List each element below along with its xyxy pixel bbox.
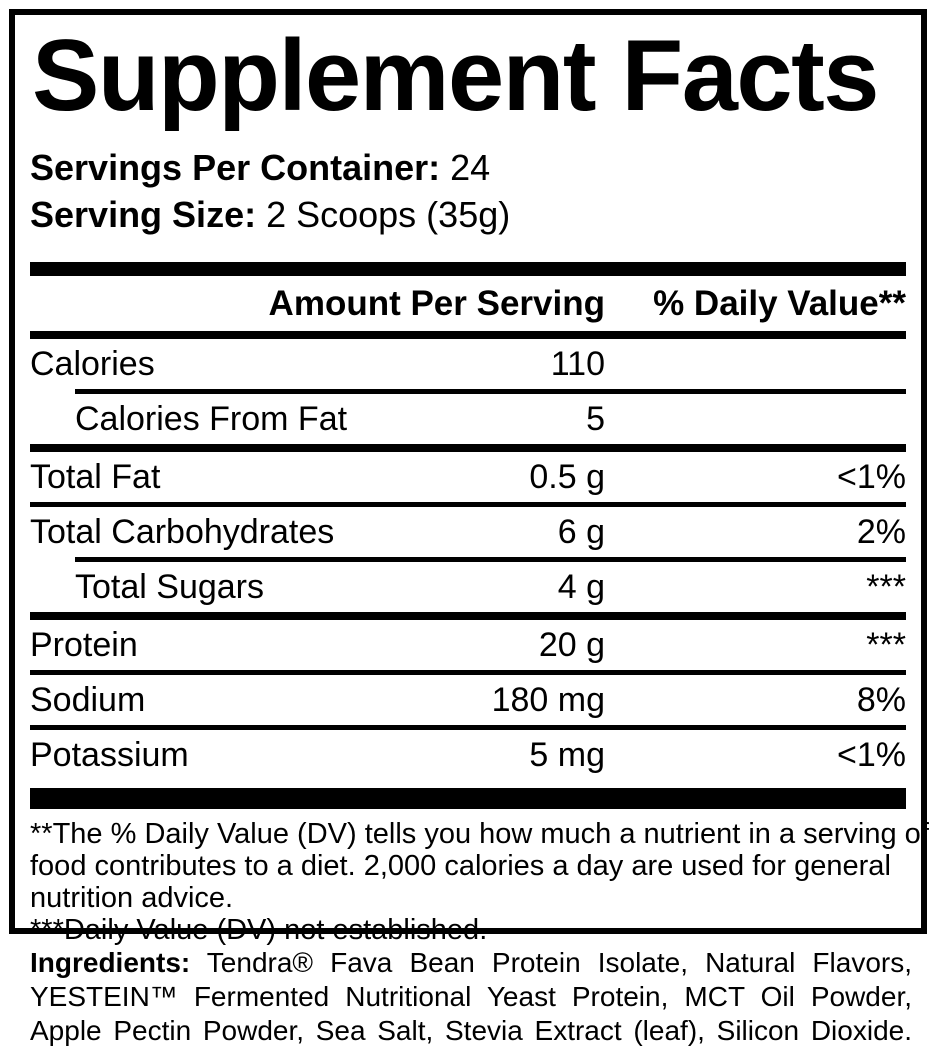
footnotes [30, 818, 929, 947]
ingredients-text: Tendra® Fava Bean Protein Isolate, Natural Flavors, [190, 947, 912, 978]
table-row-sodium [30, 675, 906, 725]
nutrient-name: Sodium [30, 680, 146, 719]
table-row-calories-from-fat [30, 394, 906, 444]
ingredients-line [30, 946, 912, 980]
nutrient-amount: 20 g [538, 625, 605, 664]
nutrient-amount: 180 mg [491, 680, 605, 719]
table-header-row [30, 276, 906, 331]
table-row-total-carbohydrates [30, 507, 906, 557]
table-row-total-fat [30, 452, 906, 502]
nutrient-amount: 4 g [557, 567, 605, 606]
nutrient-name: Total Sugars [75, 567, 264, 606]
daily-value-footnote-line: food contributes to a diet. 2,000 calories a day are used for general [30, 850, 891, 883]
row-rule [30, 612, 906, 620]
nutrient-name: Total Fat [30, 457, 161, 496]
ingredients-text: Apple Pectin Powder, Sea Salt, Stevia Extract (leaf), Silicon Dioxide. [30, 1015, 912, 1046]
ingredients-text: YESTEIN™ Fermented Nutritional Yeast Protein, MCT Oil Powder, [30, 981, 912, 1012]
column-header-daily-value: % Daily Value** [653, 283, 906, 323]
ingredients-line [30, 1014, 912, 1048]
nutrient-name: Calories [30, 344, 155, 383]
bottom-divider-bar [30, 788, 906, 809]
servings-per-container [30, 144, 906, 191]
ingredients-line [30, 980, 912, 1014]
table-row-calories [30, 339, 906, 389]
ingredients-label: Ingredients: [30, 947, 191, 978]
ingredients-section [30, 946, 912, 1048]
table-row-total-sugars [30, 562, 906, 612]
nutrient-dv: *** [866, 567, 906, 606]
table-row-potassium [30, 730, 906, 780]
row-rule [30, 444, 906, 452]
serving-size [30, 191, 906, 238]
nutrient-amount: 110 [550, 344, 605, 383]
nutrient-name: Calories From Fat [75, 399, 348, 438]
nutrient-name: Protein [30, 625, 138, 664]
nutrient-name: Total Carbohydrates [30, 512, 335, 551]
serving-size-value: 2 Scoops (35g) [256, 194, 511, 236]
not-established-footnote: ***Daily Value (DV) not established. [30, 914, 488, 947]
top-divider-bar [30, 262, 906, 276]
nutrient-amount: 5 mg [529, 735, 605, 774]
nutrient-amount: 0.5 g [529, 457, 605, 496]
nutrient-dv: <1% [837, 735, 906, 774]
nutrient-dv: 8% [856, 680, 906, 719]
serving-info [30, 144, 906, 238]
daily-value-footnote-line: nutrition advice. [30, 882, 234, 915]
header-rule [30, 331, 906, 339]
nutrient-name: Potassium [30, 735, 189, 774]
nutrient-dv: *** [866, 625, 906, 664]
nutrient-dv: <1% [837, 457, 906, 496]
nutrient-amount: 5 [586, 399, 605, 438]
column-header-amount: Amount Per Serving [268, 283, 605, 323]
facts-box [9, 9, 929, 947]
nutrient-amount: 6 g [557, 512, 605, 551]
serving-size-label: Serving Size: [30, 194, 257, 236]
servings-per-container-label: Servings Per Container: [30, 147, 441, 189]
daily-value-footnote-line: **The % Daily Value (DV) tells you how much a nutrient in a serving of [30, 818, 929, 851]
nutrient-dv: 2% [856, 512, 906, 551]
table-row-protein [30, 620, 906, 670]
page-title: Supplement Facts [32, 20, 878, 132]
servings-per-container-value: 24 [440, 147, 491, 189]
